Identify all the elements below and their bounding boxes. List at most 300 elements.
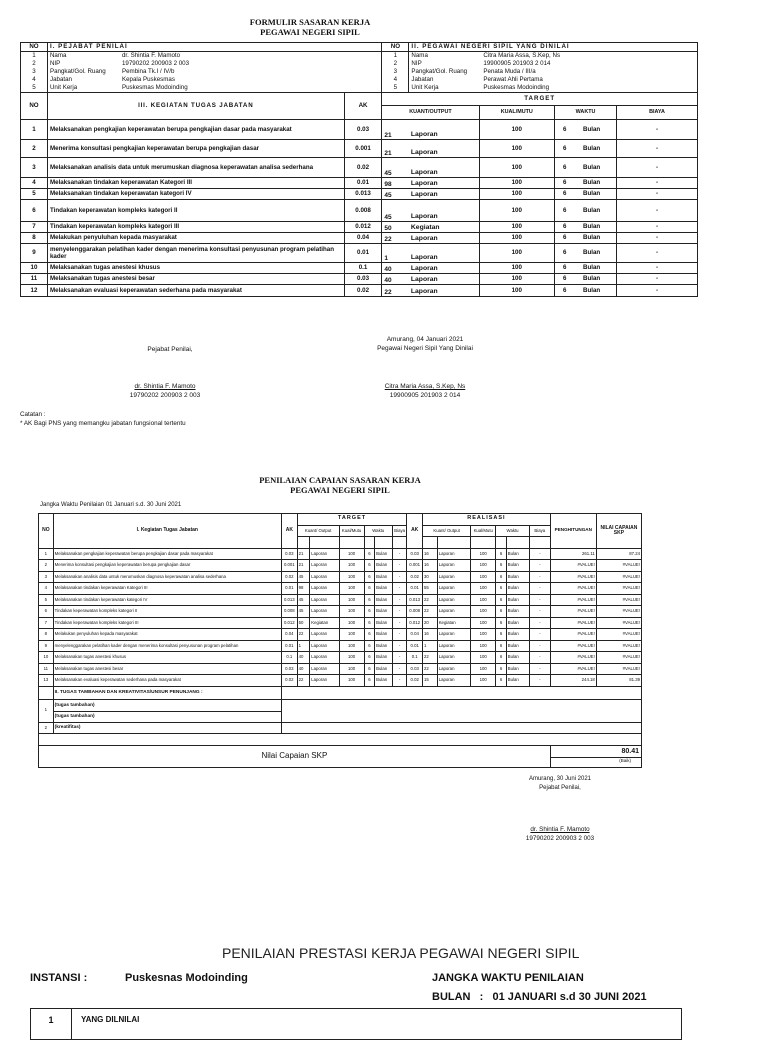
form2-row-real-waktu: 6 — [496, 663, 506, 675]
form1-row-mutu: 100 — [479, 158, 555, 178]
blank-cell — [506, 537, 529, 549]
form1-row-qty: 45 — [382, 189, 409, 200]
form2-row-target-mutu: 100 — [339, 548, 364, 560]
form2-row-target-unit: Laporan — [310, 571, 339, 583]
form2-row-real-ak: 0.001 — [407, 560, 423, 572]
pegawai-label: Pangkat/Gol. Ruang — [411, 68, 468, 75]
form2-row-real-biaya: - — [529, 594, 550, 606]
form1-row-biaya: - — [617, 189, 698, 200]
form2-row-real-biaya: - — [529, 629, 550, 641]
form2-row-real-waktu: 6 — [496, 640, 506, 652]
form2-period: Jangka Waktu Penilaian 01 Januari s.d. 30 Juni 2021 — [40, 502, 182, 508]
form1-row-biaya: - — [617, 244, 698, 263]
form1-row-waktu: 6 — [563, 249, 567, 257]
form1-row-ak: 0.01 — [344, 178, 382, 189]
form2-row-target-biaya: - — [392, 560, 406, 572]
form2-row — [39, 548, 642, 560]
form2-row-target-unit: Laporan — [310, 606, 339, 618]
blank-cell — [281, 699, 641, 722]
form2-row-penghitungan: #VALUE! — [550, 583, 596, 595]
form2-row-real-waktu: 6 — [496, 548, 506, 560]
form2-row-target-unit: Laporan — [310, 594, 339, 606]
form2-row-no: 9 — [39, 640, 54, 652]
form2-row-real-qty: 16 — [423, 548, 438, 560]
form1-sign-right-role: Pegawai Negeri Sipil Yang Dinilai — [377, 345, 473, 353]
form2-row-real-mutu: 100 — [471, 583, 496, 595]
form2-row-target-waktu: 6 — [364, 617, 374, 629]
form2-row-no: 6 — [39, 606, 54, 618]
form1-row-waktu-cell — [555, 178, 617, 189]
form2-nilai-label: Nilai Capaian SKP — [39, 745, 551, 767]
form1-row — [21, 189, 698, 200]
form1-h-pejabat: I. PEJABAT PENILAI — [47, 43, 381, 52]
form2-row-penghitungan: #VALUE! — [550, 571, 596, 583]
form2-row-real-unit: Laporan — [437, 571, 471, 583]
form2-h-no: NO — [39, 514, 54, 549]
form1-row-waktu-cell — [555, 200, 617, 222]
form2-row-penghitungan: #VALUE! — [550, 652, 596, 664]
form2-h-t-kuant: Kuant/ Output — [297, 525, 339, 537]
form2-row-real-qty: 22 — [423, 594, 438, 606]
form1-row-waktu-unit: Bulan — [583, 190, 601, 198]
form1-row-no: 9 — [21, 244, 48, 263]
form2-row-real-qty: 16 — [423, 560, 438, 572]
form1-sign-left-name: dr. Shintia F. Mamoto — [134, 383, 196, 390]
form1-row-ak: 0.02 — [344, 158, 382, 178]
form1-row-kegiatan: Melaksanakan tindakan keperawatan Kategori III — [47, 178, 344, 189]
form2-row-real-waktu-unit: Bulan — [506, 560, 529, 572]
form1-row-waktu: 6 — [563, 264, 567, 272]
form2-row-no: 3 — [39, 571, 54, 583]
form1-row-mutu: 100 — [479, 222, 555, 233]
form3-instansi-value: Puskesnas Modoinding — [125, 972, 248, 984]
form1-row-unit: Laporan — [409, 178, 479, 189]
form2-row-ak: 0.008 — [281, 606, 297, 618]
form2-row-real-mutu: 100 — [471, 548, 496, 560]
form2-h-nilai: NILAI CAPAIAN SKP — [596, 514, 641, 549]
form1-row-mutu: 100 — [479, 263, 555, 274]
blank-cell — [39, 686, 54, 699]
form1-row-no: 8 — [21, 233, 48, 244]
form2-row-real-waktu-unit: Bulan — [506, 617, 529, 629]
form2-row-target-biaya: - — [392, 583, 406, 595]
form2-row — [39, 583, 642, 595]
form1-h-biaya: BIAYA — [617, 106, 698, 120]
form2-rows — [39, 548, 642, 686]
form1-row-biaya: - — [617, 274, 698, 285]
form2-row-target-biaya: - — [392, 652, 406, 664]
form2-row-real-qty: 30 — [423, 571, 438, 583]
form1-row-ak: 0.1 — [344, 263, 382, 274]
form2-row-real-waktu-unit: Bulan — [506, 629, 529, 641]
pegawai-row — [409, 52, 697, 60]
form2-row-ak: 0.01 — [281, 583, 297, 595]
form1-h-no3: NO — [21, 93, 48, 120]
form2-row-target-biaya: - — [392, 663, 406, 675]
form1-row-unit: Laporan — [409, 158, 479, 178]
form2-row-real-qty: 16 — [423, 629, 438, 641]
pejabat-no: 3 — [32, 68, 36, 75]
form2-row-target-waktu: 6 — [364, 560, 374, 572]
form2-row-real-qty: 20 — [423, 617, 438, 629]
pejabat-no-list — [21, 52, 47, 92]
form2-row-target-waktu-unit: Bulan — [375, 583, 393, 595]
form2-row-real-unit: Laporan — [437, 606, 471, 618]
pejabat-no: 2 — [32, 60, 36, 67]
form2-row-target-waktu-unit: Bulan — [375, 606, 393, 618]
form1-row-mutu: 100 — [479, 274, 555, 285]
form1-row-waktu-cell — [555, 140, 617, 158]
form2-row-real-waktu: 6 — [496, 629, 506, 641]
form1-row-kegiatan: Melakukan penyuluhan kepada masyarakat — [47, 233, 344, 244]
form2-row-real-ak: 0.013 — [407, 594, 423, 606]
form1-h-kegiatan: III. KEGIATAN TUGAS JABATAN — [47, 93, 344, 120]
form1-row-waktu-cell — [555, 158, 617, 178]
form2-row-kegiatan: Melaksanakan tindakan keperawatan Kategori III — [53, 583, 281, 595]
form1-row — [21, 274, 698, 285]
form1-row-ak: 0.001 — [344, 140, 382, 158]
form1-row-ak: 0.008 — [344, 200, 382, 222]
form2-tambahan-1: (tugas tambahan) — [54, 700, 281, 712]
form1-rows — [21, 120, 698, 297]
form2-row-real-waktu-unit: Bulan — [506, 571, 529, 583]
form2-row-real-ak: 0.04 — [407, 629, 423, 641]
form2-row-real-qty: 22 — [423, 663, 438, 675]
form1-row-biaya: - — [617, 285, 698, 297]
form1-sign-right-date: Amurang, 04 Januari 2021 — [386, 336, 464, 343]
form1-row-kegiatan: Melaksanakan tindakan keperawatan kategori IV — [47, 189, 344, 200]
blank-cell — [297, 537, 310, 549]
form2-row-real-ak: 0.012 — [407, 617, 423, 629]
form1-h-target: TARGET — [382, 93, 698, 106]
form2-row-target-qty: 45 — [297, 606, 310, 618]
form1-row-kegiatan: Melaksanakan pengkajian keperawatan berupa pengkajian dasar pada masyarakat — [47, 120, 344, 140]
form2-row-target-mutu: 100 — [339, 560, 364, 572]
pegawai-value: Citra Maria Assa, S.Kep, Ns — [483, 52, 561, 59]
form1-row — [21, 222, 698, 233]
form2-row-target-waktu: 6 — [364, 663, 374, 675]
form2-row-nilai: #VALUE! — [596, 629, 641, 641]
form1-row-unit: Laporan — [409, 233, 479, 244]
form2-row-target-waktu-unit: Bulan — [375, 652, 393, 664]
form1-row-no: 5 — [21, 189, 48, 200]
form2-row-target-waktu: 6 — [364, 583, 374, 595]
form1-row-waktu: 6 — [563, 234, 567, 242]
form2-row-real-ak: 0.02 — [407, 675, 423, 687]
form3-table — [30, 1008, 682, 1040]
form2-row-target-waktu: 6 — [364, 629, 374, 641]
form1-sign-right-name: Citra Maria Assa, S.Kep, Ns — [384, 383, 466, 390]
form1-row-biaya: - — [617, 233, 698, 244]
form1-row-qty: 40 — [382, 263, 409, 274]
form2-row — [39, 629, 642, 641]
form2-row-real-unit: Laporan — [437, 583, 471, 595]
form2-h-r-waktu: Waktu — [496, 525, 530, 537]
form2-row-target-qty: 40 — [297, 663, 310, 675]
form1-row-waktu-unit: Bulan — [583, 125, 601, 133]
pegawai-no: 3 — [393, 68, 398, 75]
form2-row-no: 1 — [39, 548, 54, 560]
form2-row-target-qty: 40 — [297, 652, 310, 664]
form2-row-kegiatan: Menerima konsultasi pengkajian keperawatan berupa pengkajian dasar — [53, 560, 281, 572]
blank-cell — [496, 537, 506, 549]
form2-row-nilai: #VALUE! — [596, 571, 641, 583]
form2-row-target-waktu: 6 — [364, 606, 374, 618]
form2-row-nilai: #VALUE! — [596, 652, 641, 664]
form2-row-real-unit: Laporan — [437, 629, 471, 641]
form1-row-biaya: - — [617, 158, 698, 178]
form1-row-unit: Laporan — [409, 200, 479, 222]
form2-row-nilai: #VALUE! — [596, 617, 641, 629]
form1-row-waktu-unit: Bulan — [583, 206, 601, 214]
form2-nilai-cell — [550, 745, 641, 767]
form1-row-ak: 0.03 — [344, 274, 382, 285]
blank-cell — [364, 537, 374, 549]
pegawai-label: Nama — [411, 52, 428, 59]
form2-row-target-mutu: 100 — [339, 652, 364, 664]
form1-h-pegawai: II. PEGAWAI NEGERI SIPIL YANG DINILAI — [409, 43, 698, 52]
pegawai-row — [409, 60, 697, 68]
form1-row-ak: 0.01 — [344, 244, 382, 263]
form2-row-real-mutu: 100 — [471, 594, 496, 606]
form1-h-ak: AK — [344, 93, 382, 120]
form1-row-waktu-unit: Bulan — [583, 163, 601, 171]
form1-row-kegiatan: Melaksanakan analisis data untuk merumuskan diagnosa keperawatan analisa sederhana — [47, 158, 344, 178]
form1-row — [21, 178, 698, 189]
pejabat-list — [48, 52, 381, 92]
form1-row-waktu-cell — [555, 244, 617, 263]
form1-row-qty: 45 — [382, 200, 409, 222]
form1-row-qty: 50 — [382, 222, 409, 233]
form2-h-t-kual: Kual/Mutu — [339, 525, 364, 537]
form1-row-unit: Laporan — [409, 274, 479, 285]
form2-sign-name: dr. Shintia F. Mamoto — [530, 826, 590, 833]
form2-row-no: 10 — [39, 652, 54, 664]
form2-row — [39, 560, 642, 572]
form1-row-biaya: - — [617, 140, 698, 158]
pejabat-label: Nama — [49, 52, 67, 59]
form2-row-real-mutu: 100 — [471, 640, 496, 652]
form1-h-waktu: WAKTU — [555, 106, 617, 120]
pejabat-value: Puskesmas Modoinding — [121, 84, 188, 91]
form1-row-qty: 21 — [382, 120, 409, 140]
form2-row-penghitungan: #VALUE! — [550, 663, 596, 675]
form1-row-waktu-unit: Bulan — [583, 234, 601, 242]
form1-row-qty: 1 — [382, 244, 409, 263]
form2-row-target-qty: 1 — [297, 640, 310, 652]
form2-row-target-mutu: 100 — [339, 583, 364, 595]
form2-row-ak: 0.03 — [281, 663, 297, 675]
form2-row-penghitungan: 244.18 — [550, 675, 596, 687]
form2-row — [39, 606, 642, 618]
form2-row-target-qty: 21 — [297, 548, 310, 560]
pejabat-row — [48, 52, 381, 60]
form1-row-qty: 40 — [382, 274, 409, 285]
form2-h-penghitungan: PENGHITUNGAN — [550, 514, 596, 549]
form2-row-target-waktu-unit: Bulan — [375, 560, 393, 572]
pegawai-value: Perawat Ahli Pertama — [483, 76, 543, 83]
form2-row-nilai: 87.24 — [596, 548, 641, 560]
form2-row-target-qty: 98 — [297, 583, 310, 595]
form2-row-target-qty: 22 — [297, 675, 310, 687]
form2-row-target-waktu: 6 — [364, 594, 374, 606]
pegawai-no: 1 — [393, 52, 398, 59]
form1-row-waktu: 6 — [563, 163, 567, 171]
form2-sign-role: Pejabat Penilai, — [539, 784, 581, 791]
form2-row-no: 2 — [39, 560, 54, 572]
form1-row-kegiatan: Melaksanakan tugas anestesi khusus — [47, 263, 344, 274]
form1-row-waktu-cell — [555, 285, 617, 297]
form2-row-no: 13 — [39, 675, 54, 687]
form2-row-real-waktu-unit: Bulan — [506, 675, 529, 687]
form1-row-mutu: 100 — [479, 178, 555, 189]
form1-sign-right-nip: 19900905 201903 2 014 — [389, 392, 461, 400]
form2-row-ak: 0.01 — [281, 640, 297, 652]
form1-row-kegiatan: Tindakan keperawatan kompleks kategori III — [47, 222, 344, 233]
form2-row-target-waktu-unit: Bulan — [375, 571, 393, 583]
form2-row-target-qty: 45 — [297, 594, 310, 606]
form2-row-target-unit: Laporan — [310, 652, 339, 664]
form2-h-t-waktu: Waktu — [364, 525, 392, 537]
form2-row-target-mutu: 100 — [339, 606, 364, 618]
form2-row-nilai: #VALUE! — [596, 606, 641, 618]
form1-row-unit: Laporan — [409, 120, 479, 140]
form2-row-real-mutu: 100 — [471, 663, 496, 675]
form2-row-kegiatan: Melaksanakan tindakan keperawatan kategori IV — [53, 594, 281, 606]
form2-row-no: 4 — [39, 583, 54, 595]
form3-row-no: 1 — [31, 1009, 72, 1039]
form2-tambahan-1-cell — [53, 699, 281, 722]
form2-row-target-waktu-unit: Bulan — [375, 594, 393, 606]
form2-row-ak: 0.1 — [281, 652, 297, 664]
form1-row-waktu: 6 — [563, 286, 567, 294]
form2-row-target-unit: Kegiatan — [310, 617, 339, 629]
form2-row-target-waktu-unit: Bulan — [375, 548, 393, 560]
form2-row-real-waktu-unit: Bulan — [506, 548, 529, 560]
form2-row-target-waktu-unit: Bulan — [375, 617, 393, 629]
form1-sign-left-role: Pejabat Penilai, — [147, 346, 193, 353]
form2-tambahan-no2: 2 — [39, 722, 54, 734]
form1-row — [21, 120, 698, 140]
form2-row-real-qty: 55 — [423, 583, 438, 595]
form2-row-real-ak: 0.01 — [407, 640, 423, 652]
form1-row-waktu-cell — [555, 233, 617, 244]
form2-row-target-biaya: - — [392, 675, 406, 687]
form2-row-target-waktu-unit: Bulan — [375, 663, 393, 675]
form1-row-mutu: 100 — [479, 120, 555, 140]
form2-row-real-mutu: 100 — [471, 617, 496, 629]
form1-row-mutu: 100 — [479, 189, 555, 200]
form2-tambahan-1b: (tugas tambahan) — [54, 713, 95, 719]
pejabat-row — [48, 68, 381, 76]
form1-row — [21, 263, 698, 274]
form2-row-target-waktu-unit: Bulan — [375, 629, 393, 641]
form1-row-waktu-unit: Bulan — [583, 275, 601, 283]
form1-row-mutu: 100 — [479, 140, 555, 158]
form1-row-ak: 0.012 — [344, 222, 382, 233]
form2-h-realisasi: REALISASI — [423, 514, 551, 526]
form1-title-line2: PEGAWAI NEGERI SIPIL — [260, 27, 360, 38]
form1-pejabat-no-cell — [21, 52, 48, 93]
form2-row-no: 5 — [39, 594, 54, 606]
form3-instansi-label: INSTANSI : — [30, 972, 88, 984]
form1-row-no: 6 — [21, 200, 48, 222]
form2-row-target-mutu: 100 — [339, 571, 364, 583]
form1-row-waktu-unit: Bulan — [583, 264, 601, 272]
pegawai-no: 4 — [393, 76, 398, 83]
form1-row-ak: 0.03 — [344, 120, 382, 140]
form2-row-no: 8 — [39, 629, 54, 641]
form2-row-real-unit: Kegiatan — [437, 617, 471, 629]
form2-row-real-waktu-unit: Bulan — [506, 652, 529, 664]
form2-row-real-qty: 22 — [423, 652, 438, 664]
form1-h-no2: NO — [382, 43, 409, 52]
pejabat-value: Kepala Puskesmas — [121, 76, 175, 83]
form2-row-real-waktu: 6 — [496, 652, 506, 664]
form1-row-ak: 0.02 — [344, 285, 382, 297]
form1-catatan-label: Catatan : — [20, 411, 46, 418]
form2-row-real-waktu-unit: Bulan — [506, 583, 529, 595]
pejabat-row — [48, 60, 381, 68]
form2-row-penghitungan: #VALUE! — [550, 606, 596, 618]
form2-row-real-unit: Laporan — [437, 640, 471, 652]
form1-sign-right-name-block — [350, 382, 500, 400]
form2-row-target-biaya: - — [392, 617, 406, 629]
form1-row-waktu-unit: Bulan — [583, 286, 601, 294]
form1-catatan-note: * AK Bagi PNS yang memangku jabatan fungsional tertentu — [20, 419, 186, 427]
form2-row-nilai: #VALUE! — [596, 640, 641, 652]
form2-row-target-waktu-unit: Bulan — [375, 675, 393, 687]
form1-row-mutu: 100 — [479, 200, 555, 222]
form2-title — [195, 475, 485, 495]
form1-table — [20, 42, 698, 297]
form2-row-real-mutu: 100 — [471, 652, 496, 664]
form2-row-real-unit: Laporan — [437, 560, 471, 572]
form2-nilai-desc: (Baik) — [619, 757, 631, 763]
form1-sign-left-block — [105, 382, 225, 400]
form1-row-waktu-cell — [555, 222, 617, 233]
form1-row-waktu: 6 — [563, 275, 567, 283]
pejabat-value: dr. Shintia F. Mamoto — [121, 52, 181, 59]
form1-row — [21, 200, 698, 222]
form2-row-target-qty: 22 — [297, 629, 310, 641]
form1-row-waktu: 6 — [563, 125, 567, 133]
form2-row-target-waktu: 6 — [364, 652, 374, 664]
form1-row-waktu: 6 — [563, 223, 567, 231]
form2-h-kegiatan: I. Kegiatan Tugas Jabatan — [53, 514, 281, 549]
pegawai-no: 5 — [393, 84, 398, 91]
form2-row-target-mutu: 100 — [339, 640, 364, 652]
form1-row-kegiatan: Melaksanakan evaluasi keperawatan sederhana pada masyarakat — [47, 285, 344, 297]
form2-row-real-biaya: - — [529, 583, 550, 595]
form1-row-unit: Kegiatan — [409, 222, 479, 233]
form2-sign-date: Amurang, 30 Juni 2021 — [528, 776, 592, 782]
form2-row-real-ak: 0.03 — [407, 663, 423, 675]
form2-row-kegiatan: menyelenggarakan pelatihan kader dengan menerima konsultasi penyusunan program pelatihan — [53, 640, 281, 652]
form1-row-ak: 0.013 — [344, 189, 382, 200]
form2-row-real-waktu-unit: Bulan — [506, 640, 529, 652]
form1-row-unit: Laporan — [409, 263, 479, 274]
form2-row-ak: 0.001 — [281, 560, 297, 572]
form1-row-waktu-cell — [555, 189, 617, 200]
form2-row-kegiatan: Melaksanakan tugas anestesi khusus — [53, 652, 281, 664]
form2-row-nilai: #VALUE! — [596, 663, 641, 675]
form2-row-target-unit: Laporan — [310, 675, 339, 687]
form2-row-real-biaya: - — [529, 560, 550, 572]
form1-h-kuant: KUANT/OUTPUT — [382, 106, 479, 120]
form2-row-target-biaya: - — [392, 594, 406, 606]
form2-row — [39, 594, 642, 606]
